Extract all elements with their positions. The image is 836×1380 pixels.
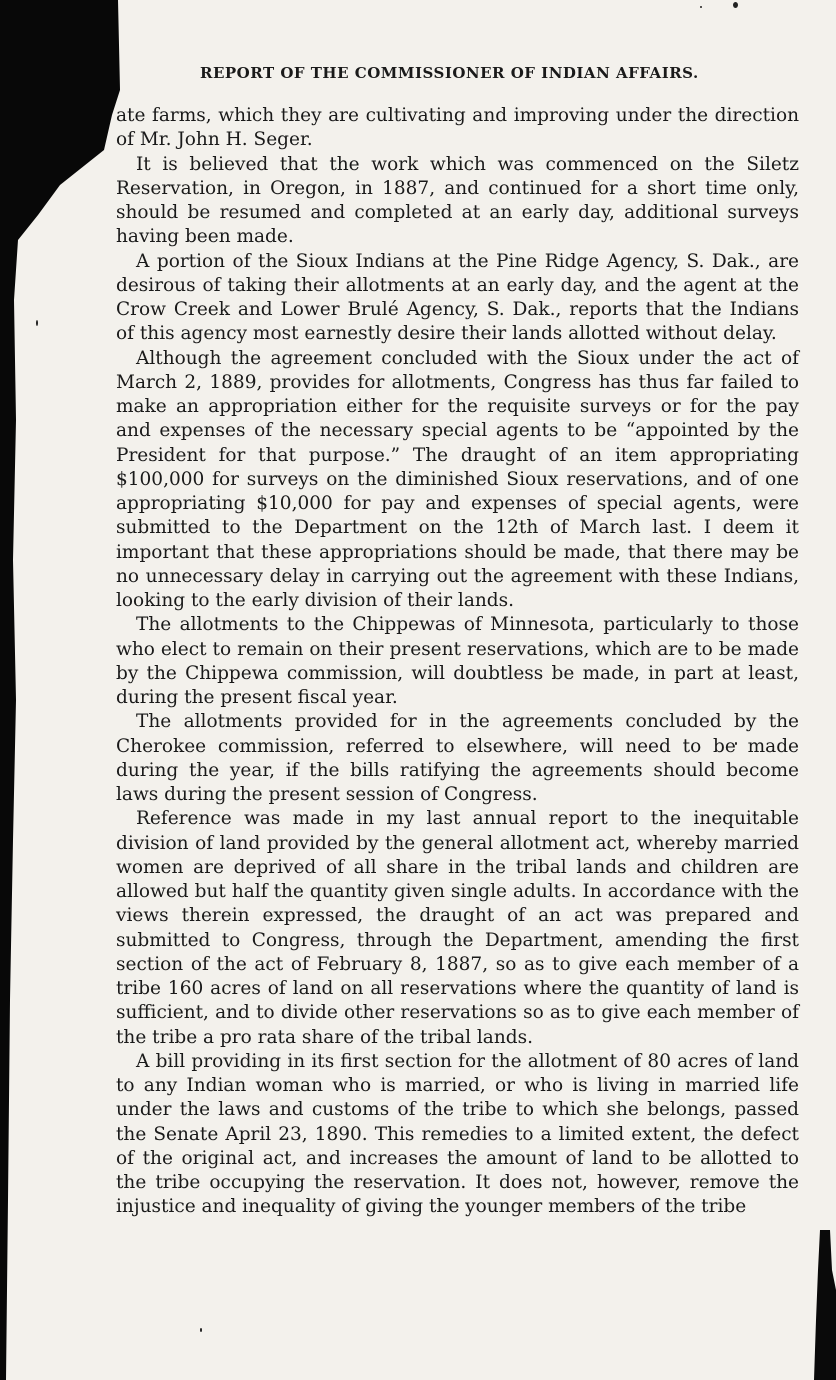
- running-title: REPORT OF THE COMMISSIONER OF INDIAN AFFAIRS.: [200, 64, 699, 82]
- paragraph: It is believed that the work which was commenced on the Siletz Reservation, in Oregon, in 1887, and continued for a short time only, should be resumed and completed at an early day, additional surveys having been made.: [116, 153, 799, 248]
- scan-speck: [200, 1328, 202, 1332]
- paragraph: The allotments provided for in the agreements concluded by the Cherokee commission, referred to elsewhere, will need to be made during the year, if the bills ratifying the agreements should become laws during the present session of Congress.: [116, 711, 799, 805]
- paragraph: ate farms, which they are cultivating and improving under the direction of Mr. John H. Seger.: [116, 105, 799, 151]
- paragraph: The allotments to the Chippewas of Minnesota, particularly to those who elect to remain on their present reservations, which are to be made by the Chippewa commission, will doubtless be made, in part at least, during the present fiscal year.: [116, 614, 799, 708]
- paragraph: Although the agreement concluded with the Sioux under the act of March 2, 1889, provides for allotments, Congress has thus far failed to make an appropriation either for the requisite surveys or for the pay and expenses of the necessary special agents to be “appointed by the President for that purpose.” The draught of an item appropriating $100,000 for surveys on the diminished Sioux reservations, and of one appropriating $10,000 for pay and expenses of special agents, were submitted to the Department on the 12th of March last. I deem it important that these appropriations should be made, that there may be no unnecessary delay in carrying out the agreement with these Indians, looking to the early division of their lands.: [116, 347, 799, 611]
- paragraph: Reference was made in my last annual report to the inequitable division of land provided by the general allotment act, whereby married women are deprived of all share in the tribal lands and children are allowed but half the quantity given single adults. In accordance with the views therein expressed, the draught of an act was prepared and submitted to Congress, through the Department, amending the first section of the act of February 8, 1887, so as to give each member of a tribe 160 acres of land on all reservations where the quantity of land is sufficient, and to divide other reservations so as to give each member of the tribe a pro rata share of the tribal lands.: [116, 808, 799, 1048]
- scan-shadow-right: [796, 1230, 836, 1380]
- scan-speck: [733, 2, 738, 8]
- paragraph: A bill providing in its first section for the allotment of 80 acres of land to any Indian woman who is married, or who is living in married life under the laws and customs of the tribe to which she belongs, passed the Senate April 23, 1890. This remedies to a limited extent, the defect of the original act, and increases the amount of land to be allotted to the tribe occupying the reservation. It does not, however, remove the injustice and inequality of giving the younger members of the tribe: [116, 1050, 799, 1218]
- report-body: [116, 104, 799, 1220]
- scan-speck: [700, 6, 702, 8]
- scan-speck: [36, 320, 38, 326]
- paragraph: A portion of the Sioux Indians at the Pine Ridge Agency, S. Dak., are desirous of taking their allotments at an early day, and the agent at the Crow Creek and Lower Brulé Agency, S. Dak., reports that the Indians of this agency most earnestly desire their lands allotted without delay.: [116, 250, 799, 345]
